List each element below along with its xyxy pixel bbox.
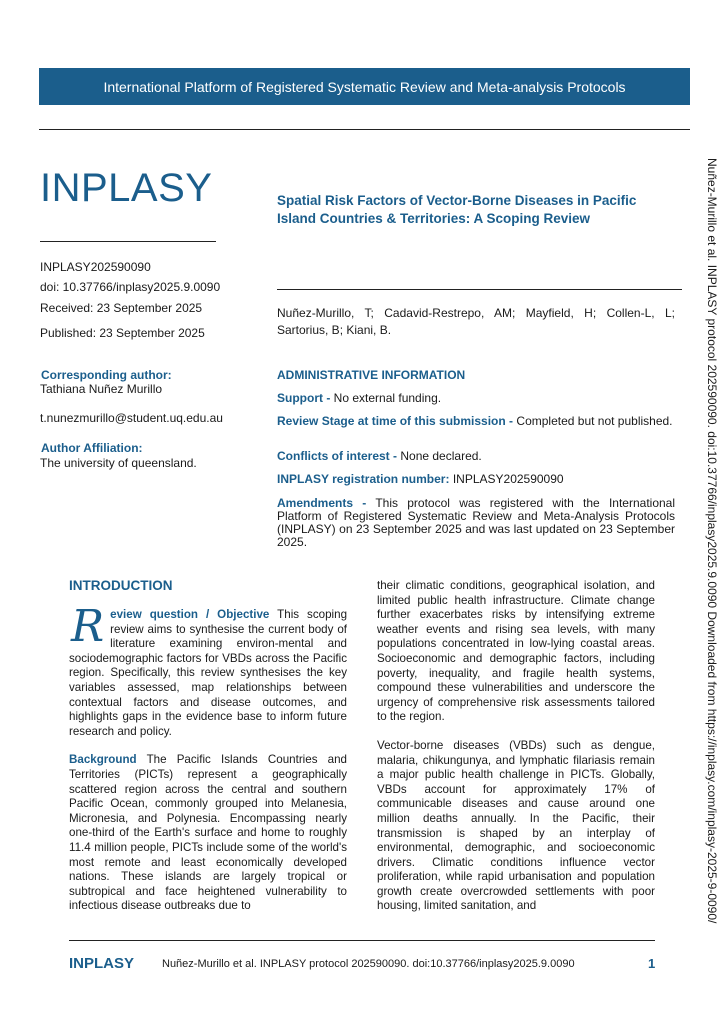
amendments-label: Amendments - [277, 496, 367, 510]
side-citation-text[interactable]: Nuñez-Murillo et al. INPLASY protocol 202590090. doi:10.37766/inplasy2025.9.0090 Downloaded from https://inplasy.com/inplasy-2025-9-0090/ [705, 158, 719, 924]
admin-stage [277, 415, 675, 428]
registration-value: INPLASY202590090 [452, 472, 564, 486]
introduction-heading: INTRODUCTION [69, 578, 173, 593]
vbd-paragraph: Vector-borne diseases (VBDs) such as dengue, malaria, chikungunya, and lymphatic filariasis remain a major public health challenge in PICTs. Globally, VBDs account for approximately 17% of communicable diseases and cause around one million deaths annually. In the Pacific, their transmission is shaped by an interplay of environmental, demographic, and socioeconomic drivers. Climatic conditions influence vector proliferation, while rapid urbanisation and population growth create overcrowded settlements with poor housing, limited sanitation, and [377, 738, 655, 913]
background-text: The Pacific Islands Countries and Territories (PICTs) represent a geographically scattered region across the central and southern Pacific Ocean, commonly grouped into Melanesia, Micronesia, and Polynesia. Encompassing nearly one-third of the Earth's surface and home to roughly 11.4 million people, PICTs include some of the world's most remote and least economically developed nations. These islands are largely tropical or subtropical and face heightened vulnerability to infectious disease outbreaks due to [69, 753, 347, 913]
admin-amendments [277, 497, 675, 549]
background-lead: Background [69, 753, 137, 767]
column-right [377, 579, 655, 914]
background-paragraph [69, 753, 347, 914]
conflicts-label: Conflicts of interest - [277, 449, 398, 463]
admin-conflicts [277, 450, 675, 463]
stage-value: Completed but not published. [516, 414, 673, 428]
review-question-lead: eview question / Objective [110, 608, 270, 621]
amendments-value: This protocol was registered with the International Platform of Registered Systematic Review and Meta-Analysis Protocols (INPLASY) on 23 September 2025 and was last updated on 23 September 2025. [277, 496, 676, 549]
journal-banner: International Platform of Registered Systematic Review and Meta-analysis Protocols [39, 68, 690, 105]
stage-label: Review Stage at time of this submission - [277, 414, 514, 428]
admin-support [277, 392, 675, 405]
doi[interactable]: doi: 10.37766/inplasy2025.9.0090 [40, 280, 221, 294]
admin-heading: ADMINISTRATIVE INFORMATION [277, 368, 466, 382]
corresponding-name: Tathiana Nuñez Murillo [40, 382, 163, 396]
registration-id: INPLASY202590090 [40, 260, 151, 274]
side-citation [701, 158, 721, 948]
footer-brand: INPLASY [69, 955, 135, 972]
climate-paragraph: their climatic conditions, geographical isolation, and limited public health infrastructure. Climate change further exacerbates risks by intensifying extreme weather events and rising sea levels, with many populations concentrated in low-lying coastal areas. Socioeconomic and demographic factors, including poverty, inequality, and fragile health systems, compound these vulnerabilities and underscore the urgency of comprehensive risk assessments tailored to the region. [377, 579, 655, 724]
header-rule [39, 129, 690, 130]
page-number: 1 [648, 956, 656, 971]
conflicts-value: None declared. [400, 449, 482, 463]
title-rule [277, 289, 682, 290]
drop-cap: R [71, 601, 105, 652]
admin-registration [277, 473, 675, 486]
affiliation-value: The university of queensland. [40, 456, 197, 470]
brand-logo: INPLASY [40, 166, 213, 210]
registration-label: INPLASY registration number: [277, 472, 450, 486]
support-label: Support - [277, 391, 331, 405]
author-list: Nuñez-Murillo, T; Cadavid-Restrepo, AM; Mayfield, H; Collen-L, L; Sartorius, B; Kiani, B. [277, 306, 675, 337]
affiliation-label: Author Affiliation: [41, 441, 143, 455]
corresponding-label: Corresponding author: [41, 368, 172, 382]
review-question-text: This scoping review aims to synthesise the current body of literature examining environ-mental and sociodemographic factors for VBDs across the Pacific region. Specifically, this review synthesises the key variables assessed, map relationships between contextual factors and disease outcomes, and highlights gaps in the evidence base to inform future research and policy. [69, 608, 348, 738]
support-value: No external funding. [333, 391, 442, 405]
paper-title: Spatial Risk Factors of Vector-Borne Diseases in Pacific Island Countries & Territories: A Scoping Review [277, 193, 637, 226]
footer-citation: Nuñez-Murillo et al. INPLASY protocol 202590090. doi:10.37766/inplasy2025.9.0090 [162, 958, 575, 970]
column-left [69, 601, 348, 914]
footer-rule [69, 940, 655, 941]
brand-rule [40, 241, 216, 242]
published-date: Published: 23 September 2025 [40, 326, 205, 340]
review-question-paragraph [69, 601, 348, 739]
corresponding-email[interactable]: t.nunezmurillo@student.uq.edu.au [40, 411, 223, 425]
received-date: Received: 23 September 2025 [40, 301, 203, 315]
